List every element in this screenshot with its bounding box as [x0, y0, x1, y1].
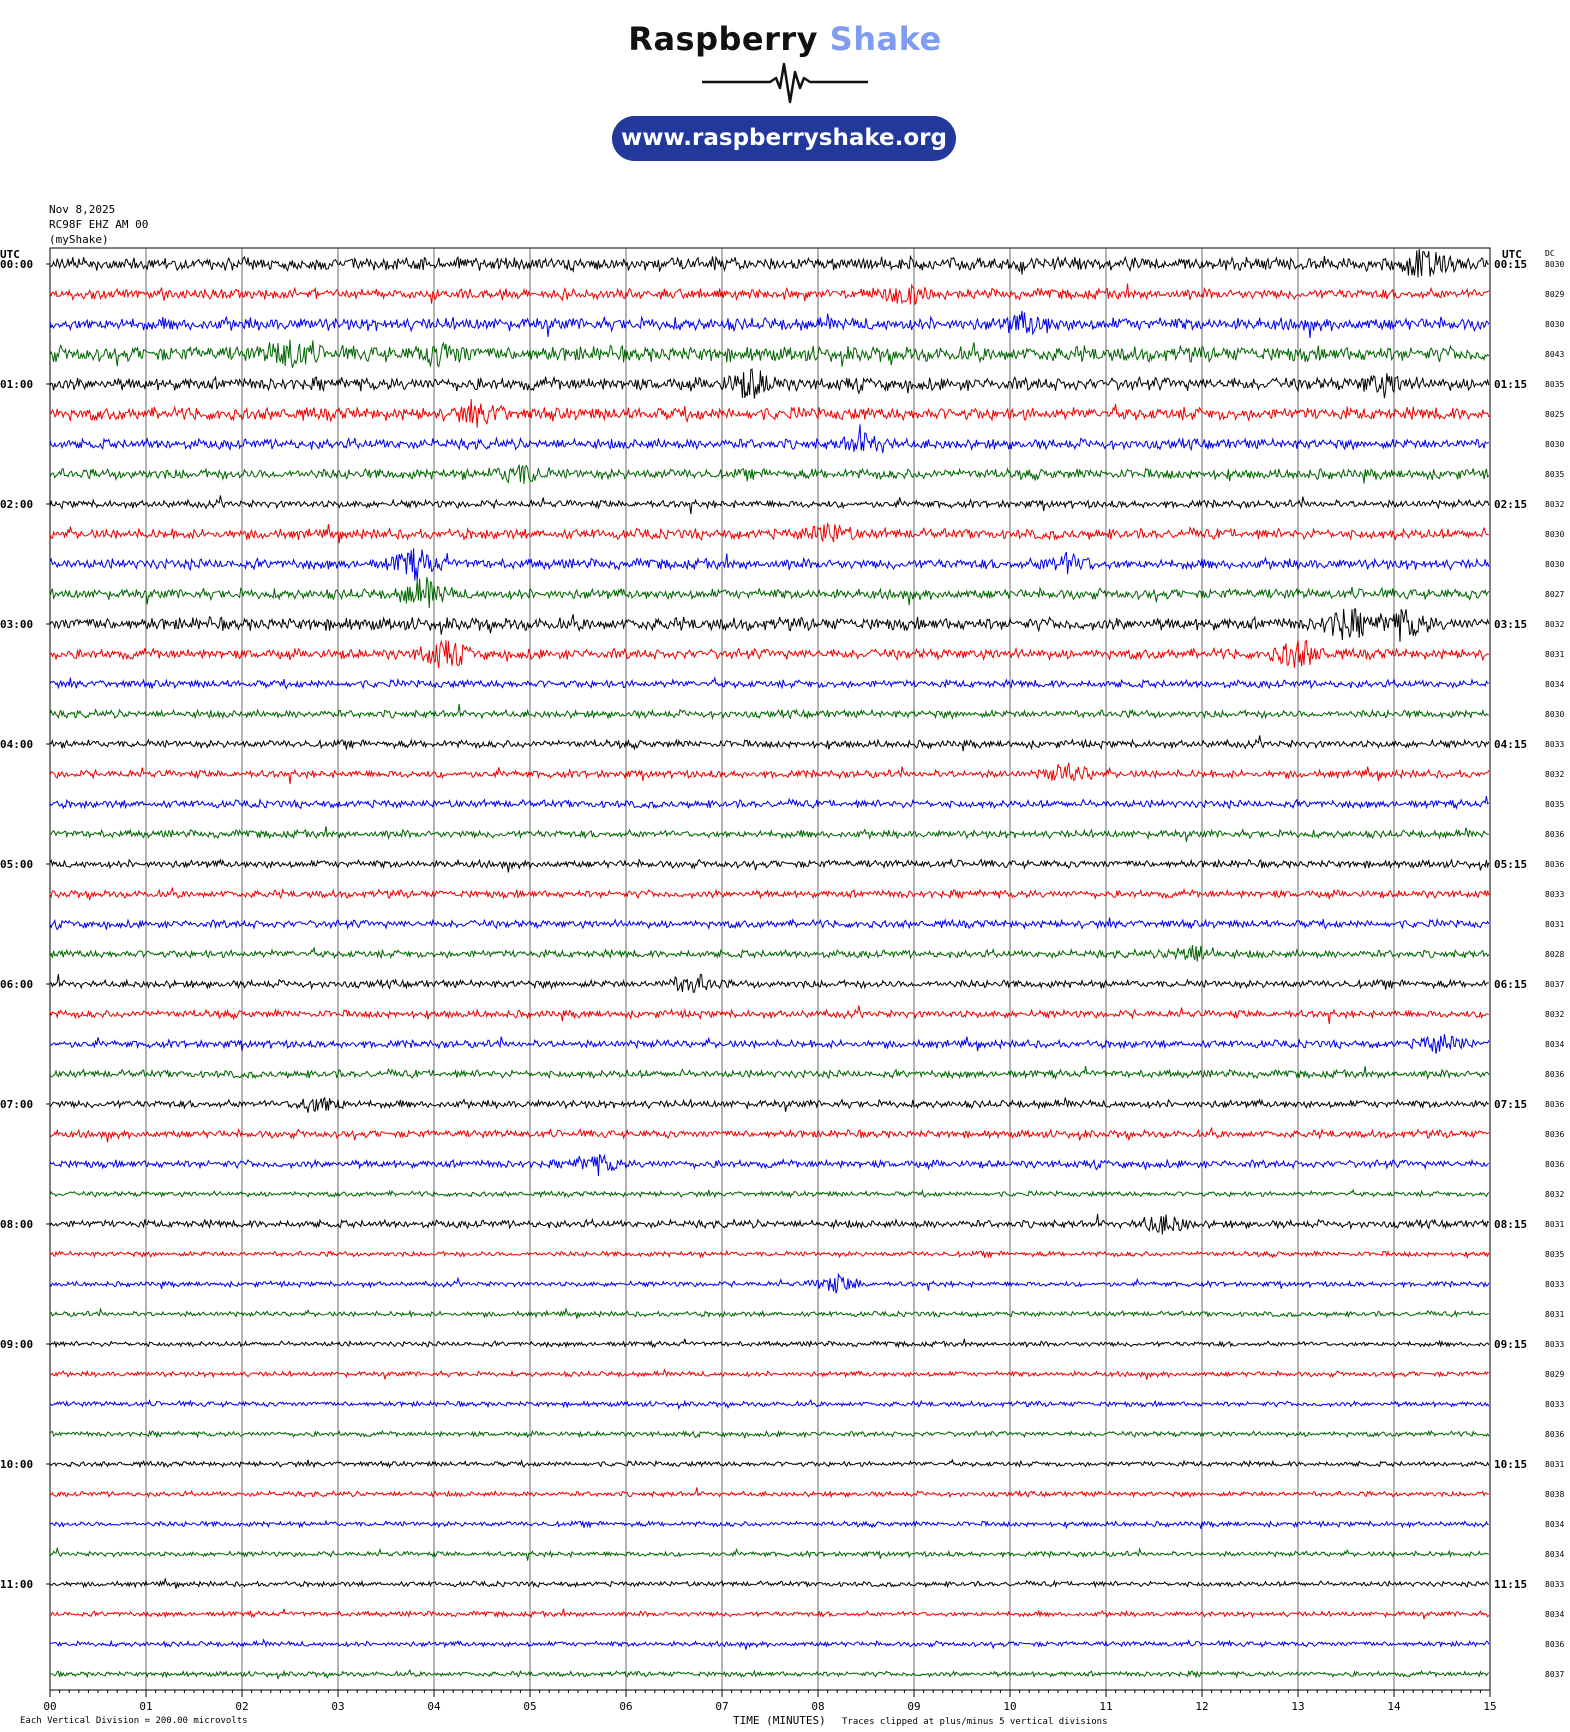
dc-value-label: 8025 [1545, 410, 1565, 419]
seismic-trace-row [50, 1274, 1489, 1293]
seismic-trace-row [50, 311, 1489, 338]
dc-value-label: 8031 [1545, 1310, 1565, 1319]
dc-header-label: DC [1545, 249, 1555, 258]
dc-value-label: 8032 [1545, 1190, 1565, 1199]
hour-label-left: 00:00 [0, 258, 34, 271]
seismic-trace-row [50, 1098, 1489, 1113]
x-tick-label: 01 [139, 1700, 153, 1713]
x-tick-label: 15 [1483, 1700, 1497, 1713]
seismic-trace-row [50, 1251, 1489, 1258]
dc-value-label: 8033 [1545, 890, 1565, 899]
dc-value-label: 8034 [1545, 1550, 1565, 1559]
seismic-trace-row [50, 1640, 1489, 1650]
hour-label-right: 10:15 [1494, 1458, 1528, 1471]
dc-value-label: 8036 [1545, 1640, 1565, 1649]
seismic-trace-row [50, 1487, 1489, 1497]
dc-value-label: 8029 [1545, 1370, 1565, 1379]
hour-label-left: 06:00 [0, 978, 34, 991]
x-tick-label: 06 [619, 1700, 633, 1713]
dc-value-label: 8033 [1545, 1580, 1565, 1589]
dc-value-label: 8033 [1545, 1400, 1565, 1409]
seismic-trace-row [50, 1154, 1489, 1176]
dc-value-label: 8037 [1545, 980, 1565, 989]
hour-label-right: 06:15 [1494, 978, 1528, 991]
seismic-trace-row [50, 284, 1489, 305]
dc-value-label: 8029 [1545, 290, 1565, 299]
dc-value-label: 8036 [1545, 1160, 1565, 1169]
dc-value-label: 8034 [1545, 680, 1565, 689]
seismic-trace-row [50, 1521, 1489, 1529]
hour-label-right: 02:15 [1494, 498, 1528, 511]
seismic-trace-row [50, 763, 1489, 784]
seismic-trace-row [50, 1034, 1489, 1054]
hour-label-right: 11:15 [1494, 1578, 1528, 1591]
seismic-trace-row [50, 399, 1489, 428]
dc-value-label: 8036 [1545, 1070, 1565, 1079]
dc-value-label: 8030 [1545, 440, 1565, 449]
utc-left-label: UTC [0, 248, 20, 261]
header-date: Nov 8,2025 [49, 203, 116, 216]
x-tick-label: 02 [235, 1700, 249, 1713]
dc-value-label: 8036 [1545, 830, 1565, 839]
dc-value-label: 8035 [1545, 1250, 1565, 1259]
seismic-trace-row [50, 974, 1489, 992]
seismic-trace-row [50, 1339, 1489, 1347]
seismic-trace-row [50, 796, 1489, 808]
dc-value-label: 8036 [1545, 1430, 1565, 1439]
dc-value-label: 8031 [1545, 1220, 1565, 1229]
x-axis-title: TIME (MINUTES) [733, 1714, 826, 1727]
seismic-trace-row [50, 524, 1489, 544]
dc-value-label: 8030 [1545, 530, 1565, 539]
brand-name-raspberry: Raspberry [628, 20, 819, 58]
hour-label-right: 04:15 [1494, 738, 1528, 751]
hour-label-right: 00:15 [1494, 258, 1528, 271]
header-source: (myShake) [49, 233, 109, 246]
x-axis [43, 1690, 1496, 1713]
dc-value-label: 8032 [1545, 1010, 1565, 1019]
brand-name-shake: Shake [829, 20, 942, 58]
dc-value-label: 8032 [1545, 500, 1565, 509]
hour-label-right: 09:15 [1494, 1338, 1528, 1351]
x-tick-label: 08 [811, 1700, 825, 1713]
dc-value-label: 8035 [1545, 380, 1565, 389]
hour-label-left: 09:00 [0, 1338, 34, 1351]
dc-value-label: 8035 [1545, 800, 1565, 809]
seismic-trace-row [50, 859, 1489, 873]
seismic-trace-row [50, 1460, 1489, 1467]
dc-value-label: 8031 [1545, 650, 1565, 659]
dc-value-label: 8035 [1545, 470, 1565, 479]
seismic-trace-row [50, 1370, 1489, 1380]
plot-frame [50, 248, 1490, 1690]
seismic-trace-row [50, 735, 1489, 751]
seismic-trace-row [50, 1609, 1489, 1620]
hour-label-left: 04:00 [0, 738, 34, 751]
seismic-trace-row [50, 640, 1489, 669]
seismic-trace-row [50, 918, 1489, 930]
x-tick-label: 00 [43, 1700, 57, 1713]
seismic-trace-row [50, 945, 1489, 961]
dc-value-label: 8034 [1545, 1520, 1565, 1529]
dc-value-label: 8027 [1545, 590, 1565, 599]
hour-label-left: 03:00 [0, 618, 34, 631]
footer-division-note: Each Vertical Division = 200.00 microvolts [20, 1716, 248, 1726]
seismic-trace-row [50, 1431, 1489, 1438]
hour-label-right: 03:15 [1494, 618, 1528, 631]
utc-right-label: UTC [1502, 248, 1522, 261]
seismic-trace-row [50, 1548, 1489, 1560]
hour-label-right: 08:15 [1494, 1218, 1528, 1231]
hour-label-right: 01:15 [1494, 378, 1528, 391]
seismic-trace-row [50, 1128, 1489, 1142]
hour-label-right: 05:15 [1494, 858, 1528, 871]
seismic-trace-row [50, 548, 1489, 580]
seismic-trace-row [50, 577, 1489, 608]
dc-offset-labels [1545, 260, 1564, 1679]
dc-value-label: 8030 [1545, 560, 1565, 569]
dc-value-label: 8031 [1545, 1460, 1565, 1469]
seismic-trace-row [50, 340, 1489, 368]
x-tick-label: 09 [907, 1700, 921, 1713]
seismic-trace-row [50, 609, 1489, 642]
dc-value-label: 8030 [1545, 710, 1565, 719]
seismic-trace-row [50, 424, 1489, 453]
dc-value-label: 8043 [1545, 350, 1565, 359]
hour-label-left: 02:00 [0, 498, 34, 511]
x-tick-label: 10 [1003, 1700, 1017, 1713]
seismic-trace-row [50, 1214, 1489, 1235]
seismic-traces [50, 249, 1489, 1678]
footer-clip-note: Traces clipped at plus/minus 5 vertical divisions [842, 1717, 1108, 1727]
dc-value-label: 8033 [1545, 1340, 1565, 1349]
hour-label-left: 01:00 [0, 378, 34, 391]
dc-value-label: 8033 [1545, 740, 1565, 749]
seismic-trace-row [50, 495, 1489, 514]
x-tick-label: 03 [331, 1700, 345, 1713]
dc-value-label: 8031 [1545, 920, 1565, 929]
dc-value-label: 8036 [1545, 860, 1565, 869]
dc-value-label: 8032 [1545, 770, 1565, 779]
seismic-trace-row [50, 1005, 1489, 1024]
seismic-trace-row [50, 678, 1489, 689]
dc-value-label: 8028 [1545, 950, 1565, 959]
hour-label-left: 10:00 [0, 1458, 34, 1471]
seismic-trace-row [50, 704, 1489, 718]
dc-value-label: 8030 [1545, 260, 1565, 269]
seismic-trace-row [50, 249, 1489, 277]
dc-value-label: 8036 [1545, 1100, 1565, 1109]
x-tick-label: 04 [427, 1700, 441, 1713]
dc-value-label: 8034 [1545, 1610, 1565, 1619]
header-station: RC98F EHZ AM 00 [49, 218, 149, 231]
seismic-trace-row [50, 1309, 1489, 1319]
dc-value-label: 8036 [1545, 1130, 1565, 1139]
x-tick-label: 13 [1291, 1700, 1305, 1713]
seismic-trace-row [50, 1066, 1489, 1078]
seismic-trace-row [50, 826, 1489, 842]
seismic-trace-row [50, 369, 1489, 399]
dc-value-label: 8037 [1545, 1670, 1565, 1679]
hour-label-left: 05:00 [0, 858, 34, 871]
hour-labels-left [0, 258, 50, 1591]
x-tick-label: 12 [1195, 1700, 1209, 1713]
hour-label-left: 11:00 [0, 1578, 34, 1591]
dc-value-label: 8034 [1545, 1040, 1565, 1049]
seismic-trace-row [50, 1400, 1489, 1408]
hour-labels-right [1494, 258, 1527, 1591]
minute-gridlines [146, 248, 1394, 1690]
seismic-trace-row [50, 888, 1489, 899]
dc-value-label: 8033 [1545, 1280, 1565, 1289]
hour-label-right: 07:15 [1494, 1098, 1528, 1111]
x-tick-label: 14 [1387, 1700, 1401, 1713]
dc-value-label: 8030 [1545, 320, 1565, 329]
x-tick-label: 07 [715, 1700, 729, 1713]
hour-label-left: 08:00 [0, 1218, 34, 1231]
dc-value-label: 8038 [1545, 1490, 1565, 1499]
seismic-trace-row [50, 1579, 1489, 1589]
x-tick-label: 11 [1099, 1700, 1113, 1713]
seismic-trace-row [50, 465, 1489, 484]
x-tick-label: 05 [523, 1700, 537, 1713]
hour-label-left: 07:00 [0, 1098, 34, 1111]
brand-url-pill[interactable]: www.raspberryshake.org [612, 116, 956, 161]
seismic-trace-row [50, 1670, 1489, 1678]
seismic-trace-row [50, 1190, 1489, 1197]
dc-value-label: 8032 [1545, 620, 1565, 629]
